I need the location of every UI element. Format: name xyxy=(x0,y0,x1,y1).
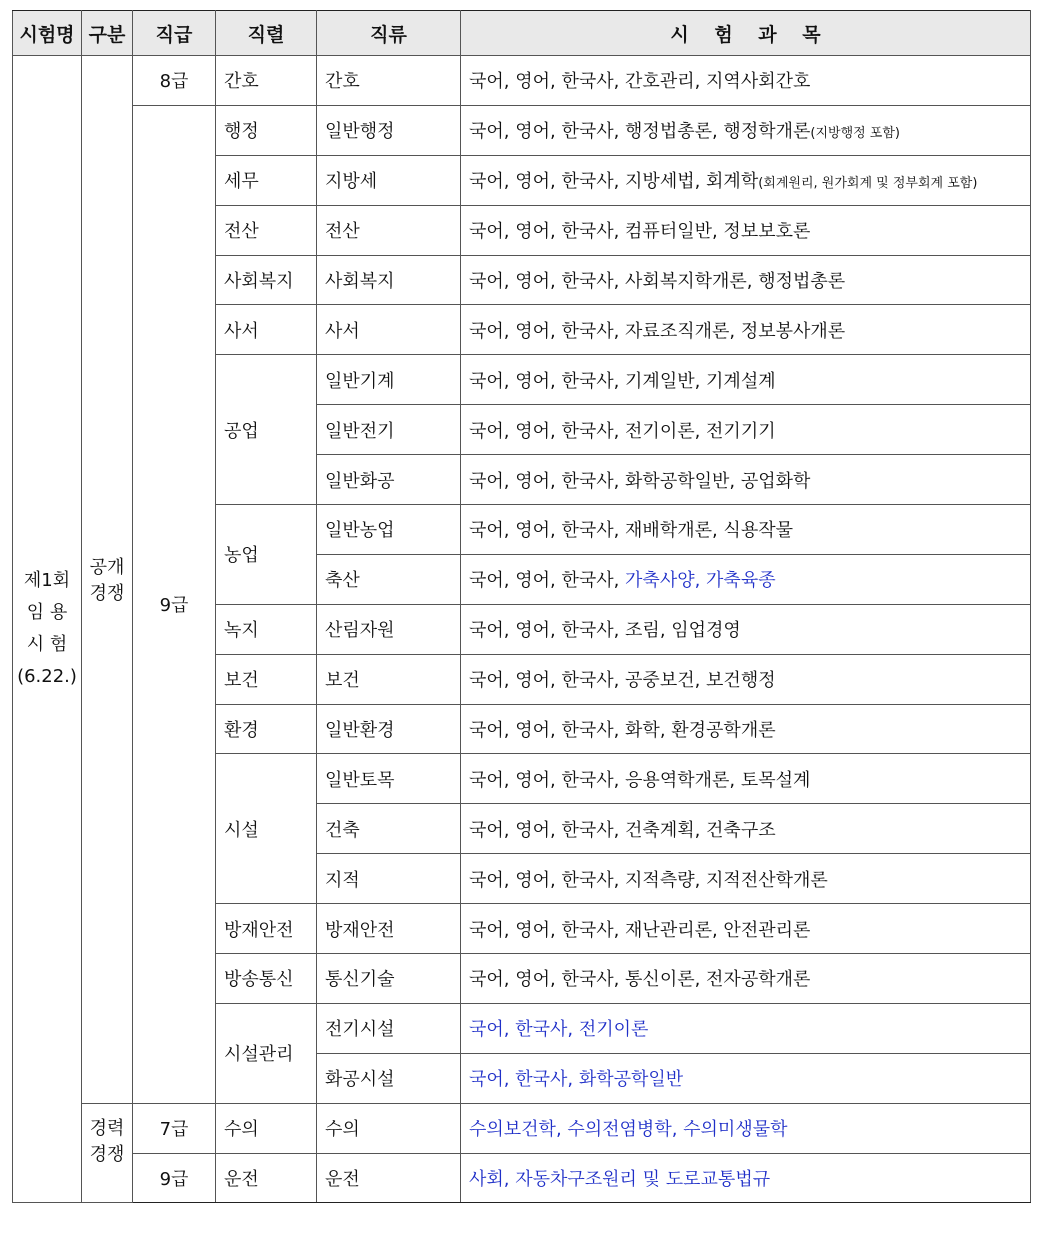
category-career-line1: 경력 xyxy=(89,1117,125,1139)
series-cell: 공업 xyxy=(216,355,317,505)
class-cell: 일반행정 xyxy=(317,105,461,155)
category-open-line2: 경쟁 xyxy=(89,583,125,605)
class-cell: 수의 xyxy=(317,1103,461,1153)
series-cell: 운전 xyxy=(216,1153,317,1203)
class-cell: 일반토목 xyxy=(317,754,461,804)
subjects-text: 국어, 영어, 한국사, 기계일반, 기계설계 xyxy=(469,370,776,392)
class-cell: 일반전기 xyxy=(317,405,461,455)
subjects-text: 국어, 영어, 한국사, 화학공학일반, 공업화학 xyxy=(469,470,811,492)
class-cell: 사회복지 xyxy=(317,255,461,305)
subjects-cell xyxy=(461,105,1031,155)
category-open-cell xyxy=(82,56,133,1104)
series-cell: 시설 xyxy=(216,754,317,904)
series-cell: 세무 xyxy=(216,155,317,205)
class-cell: 일반환경 xyxy=(317,704,461,754)
exam-line2: 임 용 xyxy=(26,602,68,624)
series-cell: 보건 xyxy=(216,654,317,704)
header-exam-name: 시험명 xyxy=(13,11,82,56)
class-cell: 화공시설 xyxy=(317,1053,461,1103)
class-cell: 일반농업 xyxy=(317,505,461,555)
class-cell: 보건 xyxy=(317,654,461,704)
subjects-text: 국어, 영어, 한국사, 공중보건, 보건행정 xyxy=(469,670,776,692)
header-class: 직류 xyxy=(317,11,461,56)
subjects-cell xyxy=(461,1153,1031,1203)
header-subjects: 시 험 과 목 xyxy=(461,11,1031,56)
subjects-cell xyxy=(461,954,1031,1004)
subjects-cell xyxy=(461,1053,1031,1103)
class-cell: 사서 xyxy=(317,305,461,355)
subjects-text: 국어, 영어, 한국사, 재난관리론, 안전관리론 xyxy=(469,919,811,941)
series-cell: 수의 xyxy=(216,1103,317,1153)
subjects-cell xyxy=(461,1103,1031,1153)
header-row xyxy=(13,11,1031,56)
subjects-cell xyxy=(461,255,1031,305)
subjects-cell xyxy=(461,754,1031,804)
exam-line1: 제1회 xyxy=(23,570,71,592)
subjects-text: 국어, 영어, 한국사, 지방세법, 회계학 xyxy=(469,171,759,193)
series-cell: 방재안전 xyxy=(216,904,317,954)
subjects-cell xyxy=(461,305,1031,355)
exam-subjects-table xyxy=(12,10,1031,1203)
class-cell: 전산 xyxy=(317,205,461,255)
subjects-text-highlight: 사회, 자동차구조원리 및 도로교통법규 xyxy=(469,1169,771,1191)
subjects-text-highlight: 국어, 한국사, 전기이론 xyxy=(469,1019,649,1041)
subjects-cell xyxy=(461,405,1031,455)
grade-cell: 8급 xyxy=(133,56,216,106)
class-cell: 방재안전 xyxy=(317,904,461,954)
series-cell: 농업 xyxy=(216,505,317,605)
series-cell: 시설관리 xyxy=(216,1003,317,1103)
subjects-text: 국어, 영어, 한국사, 지적측량, 지적전산학개론 xyxy=(469,869,828,891)
class-cell: 일반기계 xyxy=(317,355,461,405)
category-career-cell xyxy=(82,1103,133,1203)
header-series: 직렬 xyxy=(216,11,317,56)
subjects-cell xyxy=(461,455,1031,505)
series-cell: 방송통신 xyxy=(216,954,317,1004)
category-open-line1: 공개 xyxy=(89,557,125,579)
series-cell: 전산 xyxy=(216,205,317,255)
subjects-note: (지방행정 포함) xyxy=(810,126,900,142)
exam-line3: 시 험 xyxy=(26,634,68,656)
series-cell: 환경 xyxy=(216,704,317,754)
subjects-cell xyxy=(461,904,1031,954)
class-cell: 일반화공 xyxy=(317,455,461,505)
subjects-text-highlight: 국어, 한국사, 화학공학일반 xyxy=(469,1069,684,1091)
subjects-text: 국어, 영어, 한국사, 건축계획, 건축구조 xyxy=(469,819,776,841)
subjects-cell xyxy=(461,505,1031,555)
class-cell: 간호 xyxy=(317,56,461,106)
series-cell: 녹지 xyxy=(216,604,317,654)
subjects-text: 국어, 영어, 한국사, 조림, 임업경영 xyxy=(469,620,741,642)
table-row xyxy=(13,1153,1031,1203)
exam-line4: (6.22.) xyxy=(17,666,77,688)
grade-cell: 9급 xyxy=(133,105,216,1103)
subjects-cell xyxy=(461,804,1031,854)
subjects-text-highlight: 가축사양, 가축육종 xyxy=(625,570,776,592)
series-cell: 간호 xyxy=(216,56,317,106)
grade-cell: 9급 xyxy=(133,1153,216,1203)
subjects-text: 국어, 영어, 한국사, 자료조직개론, 정보봉사개론 xyxy=(469,320,846,342)
subjects-cell xyxy=(461,704,1031,754)
subjects-note: (회계원리, 원가회계 및 정부회계 포함) xyxy=(758,176,978,192)
class-cell: 전기시설 xyxy=(317,1003,461,1053)
subjects-cell xyxy=(461,205,1031,255)
subjects-text: 국어, 영어, 한국사, 화학, 환경공학개론 xyxy=(469,720,776,742)
class-cell: 지방세 xyxy=(317,155,461,205)
subjects-text: 국어, 영어, 한국사, 컴퓨터일반, 정보보호론 xyxy=(469,221,811,243)
class-cell: 지적 xyxy=(317,854,461,904)
table-row xyxy=(13,56,1031,106)
subjects-text: 국어, 영어, 한국사, 통신이론, 전자공학개론 xyxy=(469,969,811,991)
subjects-cell xyxy=(461,854,1031,904)
class-cell: 건축 xyxy=(317,804,461,854)
subjects-cell xyxy=(461,355,1031,405)
series-cell: 사회복지 xyxy=(216,255,317,305)
subjects-text: 국어, 영어, 한국사, xyxy=(469,570,626,592)
class-cell: 통신기술 xyxy=(317,954,461,1004)
subjects-text: 국어, 영어, 한국사, 재배학개론, 식용작물 xyxy=(469,520,793,542)
category-career-line2: 경쟁 xyxy=(89,1143,125,1165)
subjects-text: 국어, 영어, 한국사, 응용역학개론, 토목설계 xyxy=(469,769,811,791)
subjects-cell xyxy=(461,654,1031,704)
exam-name-cell xyxy=(13,56,82,1203)
series-cell: 행정 xyxy=(216,105,317,155)
class-cell: 산림자원 xyxy=(317,604,461,654)
subjects-text: 국어, 영어, 한국사, 전기이론, 전기기기 xyxy=(469,420,776,442)
table-row xyxy=(13,1103,1031,1153)
header-grade: 직급 xyxy=(133,11,216,56)
subjects-cell xyxy=(461,554,1031,604)
table-row xyxy=(13,105,1031,155)
subjects-cell xyxy=(461,155,1031,205)
subjects-cell xyxy=(461,1003,1031,1053)
subjects-text: 국어, 영어, 한국사, 행정법총론, 행정학개론 xyxy=(469,121,811,143)
header-category: 구분 xyxy=(82,11,133,56)
series-cell: 사서 xyxy=(216,305,317,355)
subjects-text: 국어, 영어, 한국사, 사회복지학개론, 행정법총론 xyxy=(469,271,846,292)
grade-cell: 7급 xyxy=(133,1103,216,1153)
subjects-cell xyxy=(461,604,1031,654)
subjects-cell xyxy=(461,56,1031,106)
class-cell: 축산 xyxy=(317,554,461,604)
subjects-text: 국어, 영어, 한국사, 간호관리, 지역사회간호 xyxy=(469,71,811,93)
subjects-text-highlight: 수의보건학, 수의전염병학, 수의미생물학 xyxy=(469,1119,788,1141)
class-cell: 운전 xyxy=(317,1153,461,1203)
